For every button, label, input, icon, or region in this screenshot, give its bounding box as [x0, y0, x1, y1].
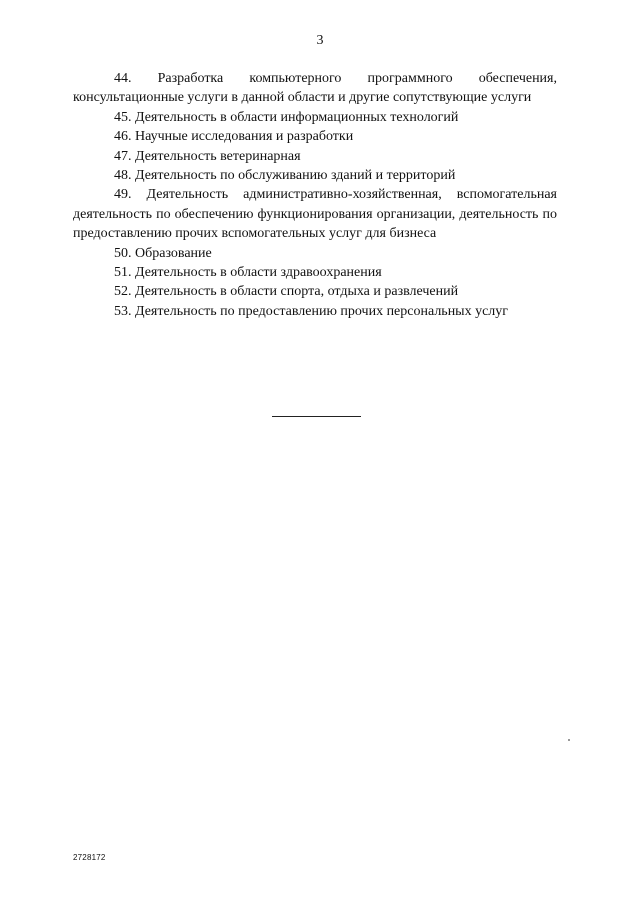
list-item-47: 47. Деятельность ветеринарная	[114, 148, 301, 164]
list-item-50: 50. Образование	[114, 245, 212, 261]
list-item-51: 51. Деятельность в области здравоохранения	[114, 265, 382, 281]
list-item-45: 45. Деятельность в области информационных технологий	[114, 109, 459, 125]
list-item-46: 46. Научные исследования и разработки	[114, 129, 354, 145]
scan-dot	[568, 739, 570, 741]
list-item-53: 53. Деятельность по предоставлению прочих персональных услуг	[114, 303, 509, 319]
document-code: 2728172	[73, 853, 106, 862]
list-item-49: 49. Деятельность административно-хозяйственная, вспомогательная деятельность по обеспечению функционирования организации, деятельность по предоставлению прочих вспомогательных услуг для бизнеса	[73, 187, 557, 242]
end-separator-line	[272, 416, 361, 417]
list-item-44: 44. Разработка компьютерного программного обеспечения, консультационные услуги в данной области и другие сопутствующие услуги	[73, 71, 557, 106]
page-number: 3	[316, 33, 324, 48]
list-item-52: 52. Деятельность в области спорта, отдыха и развлечений	[114, 284, 459, 300]
activity-list	[73, 69, 557, 321]
list-item-48: 48. Деятельность по обслуживанию зданий и территорий	[114, 168, 456, 184]
